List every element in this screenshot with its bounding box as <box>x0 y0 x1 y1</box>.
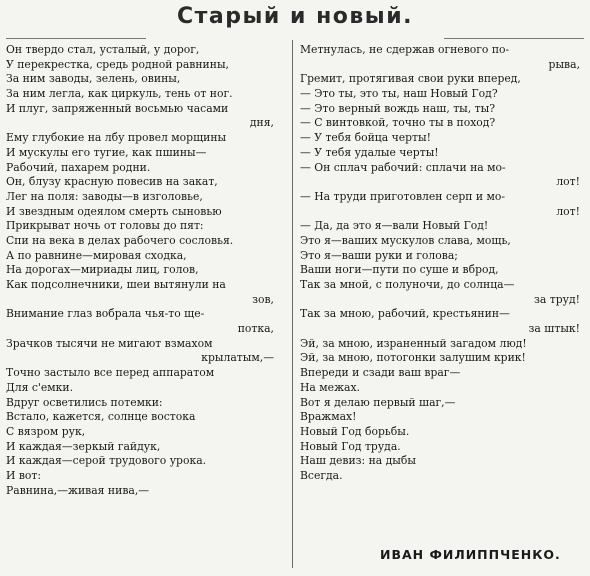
poem-line: — Это ты, это ты, наш Новый Год? <box>300 87 498 101</box>
poem-line: Это я—ваших мускулов слава, мощь, <box>300 233 511 247</box>
poem-line: И плуг, запряженный восьмью часами <box>6 101 229 115</box>
title-rule-right <box>444 38 584 39</box>
poem-line: Новый Год борьбы. <box>300 424 410 438</box>
poem-line: Вдруг осветились потемки: <box>6 395 163 409</box>
poem-line: Так за мной, с полуночи, до солнца— <box>300 278 515 291</box>
poem-line: Рабочий, пахарем родни. <box>6 160 151 174</box>
poem-line: Эй, за мною, потогонки залушим крик! <box>300 351 526 365</box>
poem-line: На дорогах—мириады лиц, голов, <box>6 263 199 277</box>
poem-line: Для с'емки. <box>6 380 74 394</box>
poem-line: Равнина,—живая нива,— <box>6 483 150 497</box>
poem-line: Ваши ноги—пути по суше и вброд, <box>300 263 499 277</box>
poem-line: За ним легла, как циркуль, тень от ног. <box>6 87 233 101</box>
title-rule-left <box>6 38 146 39</box>
poem-line: Вражмах! <box>300 410 357 424</box>
poem-line: за штык! <box>528 322 580 336</box>
poem-line: рыва, <box>548 57 580 71</box>
poem-line: Спи на века в делах рабочего сословья. <box>6 233 234 247</box>
poem-line: лот! <box>556 204 580 218</box>
poem-line: И звездным одеялом смерть сыновью <box>6 204 222 218</box>
poem-line: У перекрестка, средь родной равнины, <box>6 57 229 71</box>
poem-title: Старый и новый. <box>177 4 413 29</box>
poem-line: дня, <box>249 116 274 130</box>
poem-line: С вязром рук, <box>6 424 86 438</box>
poem-line: крылатым,— <box>201 351 274 365</box>
poem-line: Метнулась, не сдержав огневого по- <box>300 43 510 56</box>
poem-line: Новый Год труда. <box>300 439 401 453</box>
column-divider <box>292 40 293 568</box>
poem-line: за труд! <box>534 292 580 306</box>
poem-line: Наш девиз: на дыбы <box>300 454 416 468</box>
author-signature: ИВАН ФИЛИППЧЕНКО. <box>380 547 561 562</box>
poem-line: Он, блузу красную повесив на закат, <box>6 175 218 189</box>
poem-line: Так за мною, рабочий, крестьянин— <box>300 307 510 321</box>
right-column <box>300 43 584 484</box>
poem-line: Прикрыват ночь от головы до пят: <box>6 219 204 233</box>
poem-line: Лег на поля: заводы—в изголовье, <box>6 189 203 203</box>
poem-line: И вот: <box>6 468 42 482</box>
poem-line: Как подсолнечники, шеи вытянули на <box>6 278 226 291</box>
poem-line: Это я—ваши руки и голова; <box>300 248 458 262</box>
poem-line: Всегда. <box>300 468 343 482</box>
poem-line: — Он сплач рабочий: сплачи на мо- <box>300 160 506 174</box>
poem-line: Эй, за мною, израненный загадом люд! <box>300 336 527 350</box>
poem-line: Зрачков тысячи не мигают взмахом <box>6 336 213 350</box>
poem-line: — Это верный вождь наш, ты, ты? <box>300 101 495 115</box>
poem-line: На межах. <box>300 380 360 394</box>
poem-line: И каждая—зеркый гайдук, <box>6 439 161 453</box>
poem-line: Встало, кажется, солнце востока <box>6 410 196 424</box>
poem-line: Впереди и сзади ваш враг— <box>300 366 461 380</box>
poem-line: И мускулы его тугие, как пшины— <box>6 145 207 159</box>
poem-line: — У тебя бойца черты! <box>300 131 431 145</box>
poem-line: потка, <box>237 322 274 336</box>
poem-line: Ему глубокие на лбу провел морщины <box>6 131 227 145</box>
poem-line: Он твердо стал, усталый, у дорог, <box>6 43 200 56</box>
poem-line: Внимание глаз вобрала чья-то ще- <box>6 307 205 321</box>
poem-line: лот! <box>556 175 580 189</box>
poem-line: зов, <box>252 292 274 306</box>
poem-line: Гремит, протягивая свои руки вперед, <box>300 72 521 86</box>
poem-line: За ним заводы, зелень, овины, <box>6 72 181 86</box>
poem-line: И каждая—серой трудового урока. <box>6 454 207 468</box>
left-column <box>6 43 288 498</box>
poem-line: — У тебя удалые черты! <box>300 145 439 159</box>
poem-line: — С винтовкой, точно ты в поход? <box>300 116 496 130</box>
poem-line: Точно застыло все перед аппаратом <box>6 366 215 380</box>
poem-line: — Да, да это я—вали Новый Год! <box>300 219 489 233</box>
poem-line: Вот я делаю первый шаг,— <box>300 395 456 409</box>
poem-line: — На труди приготовлен серп и мо- <box>300 189 506 203</box>
poem-line: А по равнине—мировая сходка, <box>6 248 187 262</box>
